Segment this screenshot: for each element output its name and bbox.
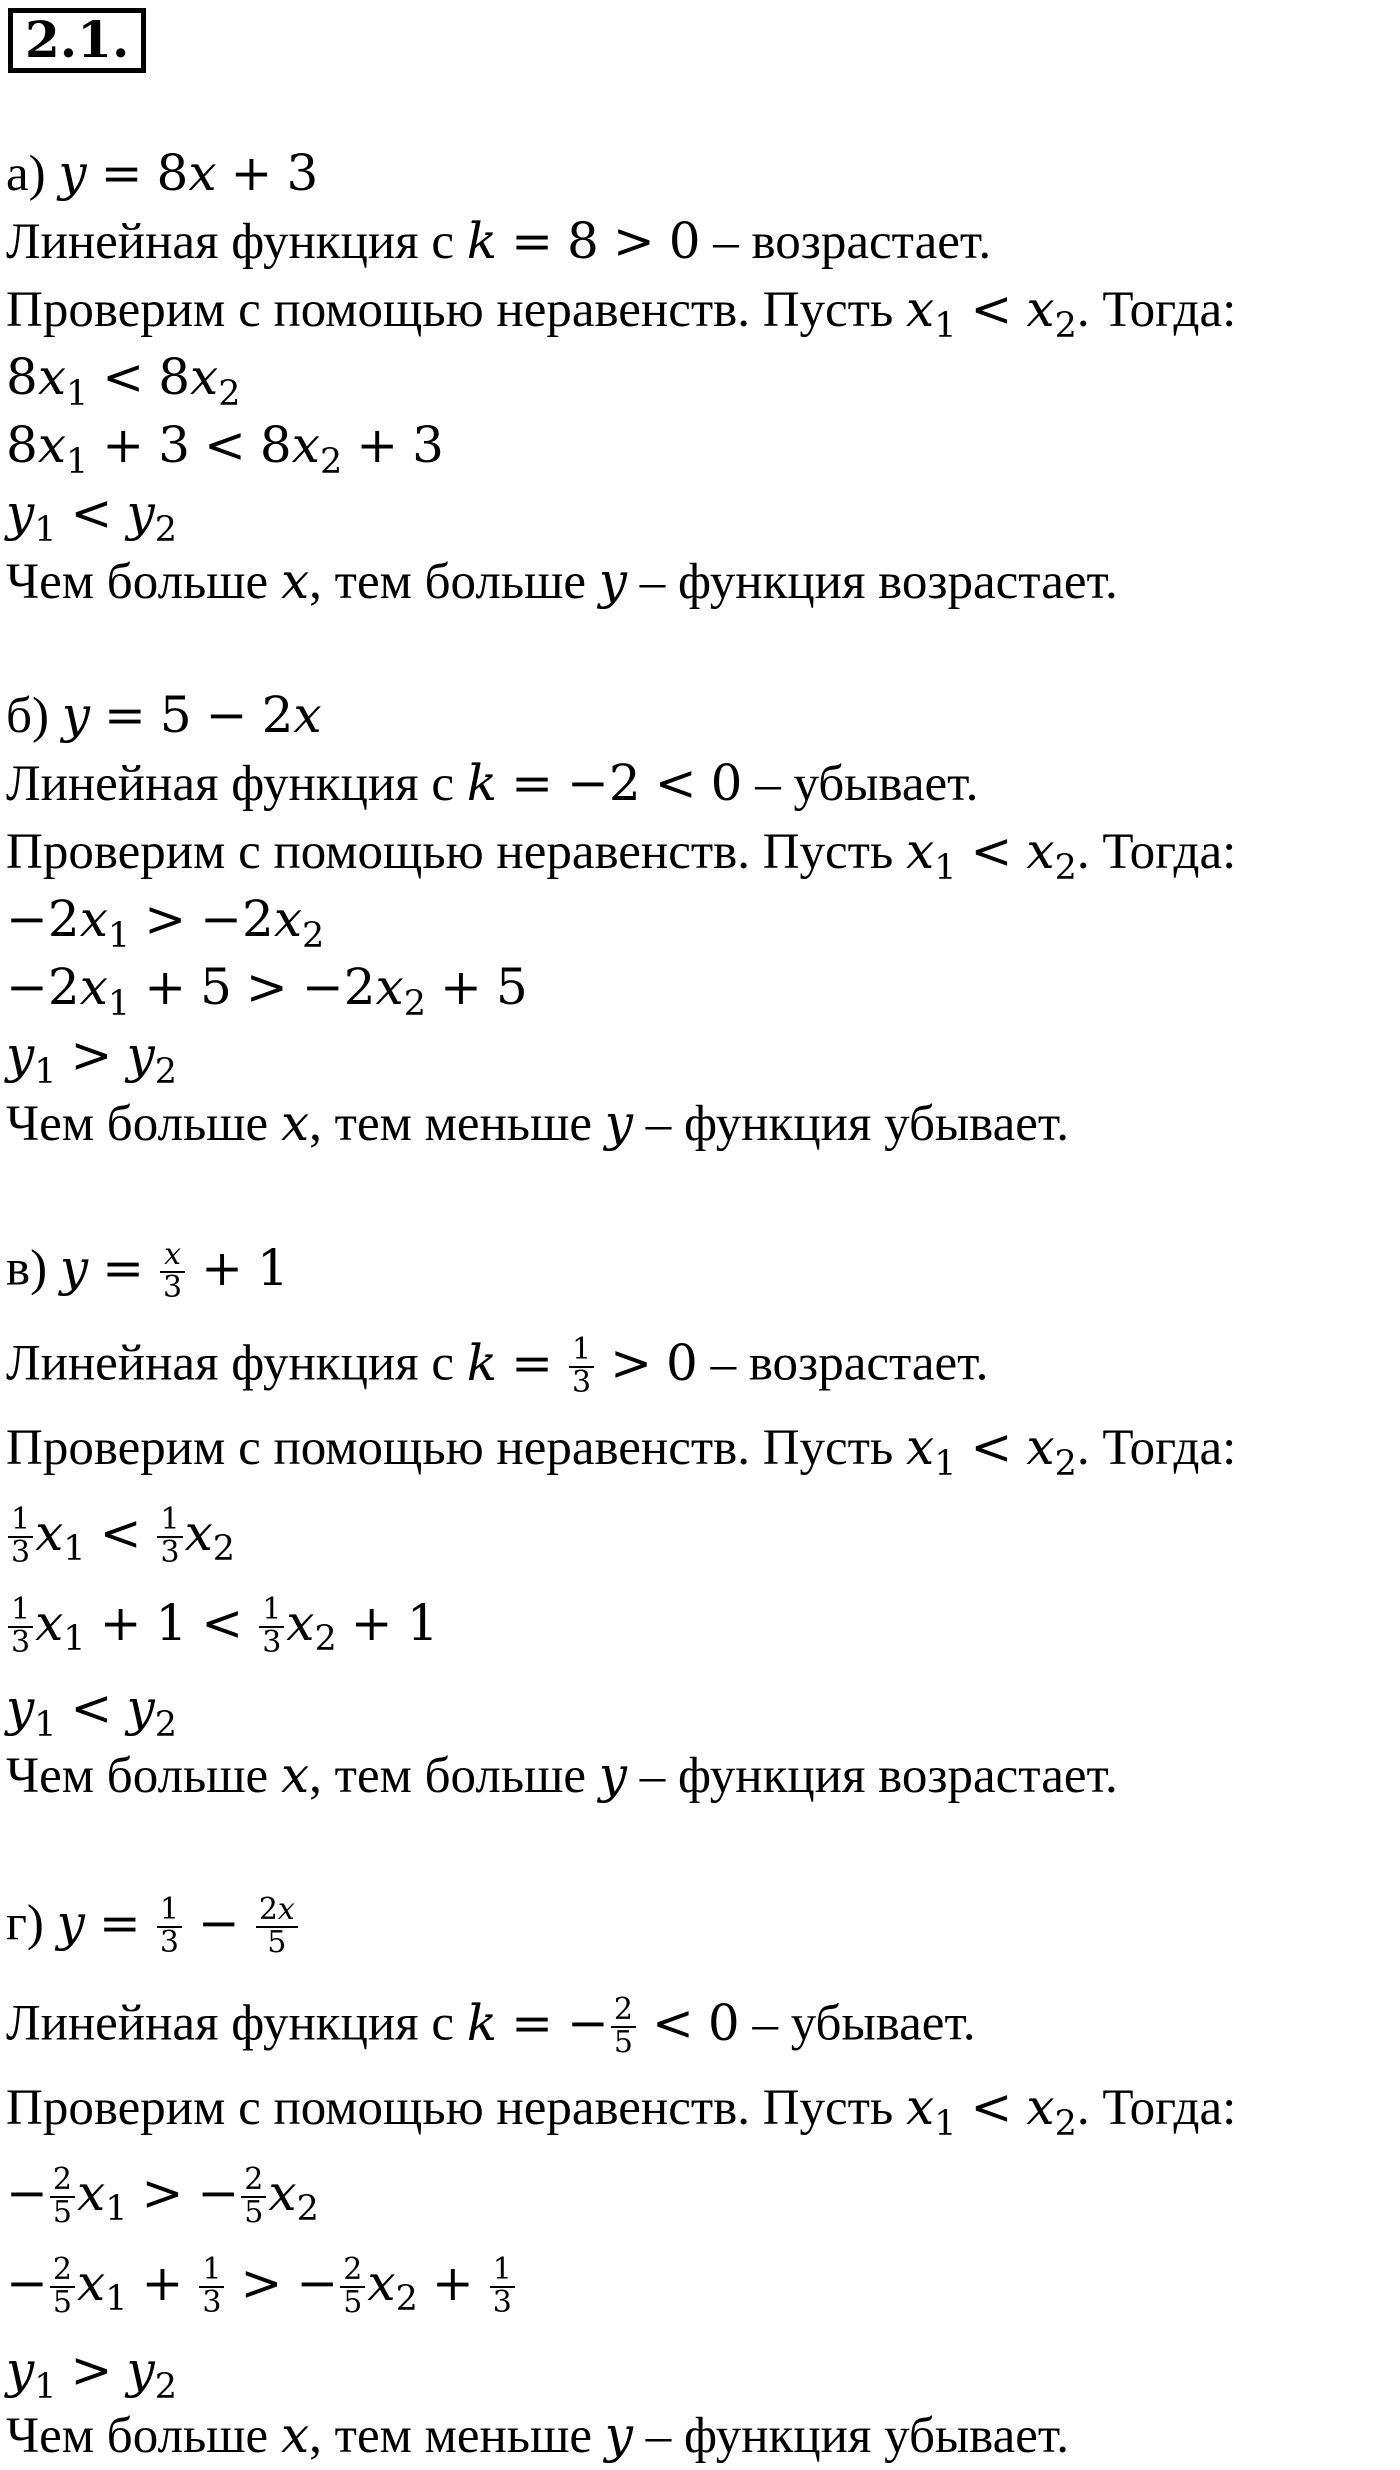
task-number: 2.1. <box>8 8 146 73</box>
comma-then-text: , тем <box>309 1096 412 1152</box>
bigger-text: больше <box>424 554 587 610</box>
check-text: Проверим с помощью неравенств. Пусть <box>6 2080 894 2136</box>
more-x-text: Чем больше <box>6 1096 269 1152</box>
increases-text: возрастает. <box>748 1335 989 1392</box>
part-v-slope: Линейная функция с k = $\frac{1}{3}$ > 0 – возрастает. <box>6 1332 989 1400</box>
part-g-label: г) <box>6 1895 44 1952</box>
part-g-step1: − $\frac{2}{5}$ $x_1$ > − $\frac{2}{5}$ $x_2$ <box>6 2162 319 2230</box>
part-g-slope: Линейная функция с k = − $\frac{2}{5}$ < 0 – убывает. <box>6 1992 976 2060</box>
part-a-equation: а) y = 8x + 3 <box>6 144 319 202</box>
check-text: Проверим с помощью неравенств. Пусть <box>6 1420 894 1476</box>
part-a-conclusion: Чем больше x, тем больше y – функция возрастает. <box>6 552 1118 610</box>
part-b-step1: $-2x_1 > -2x_2$ <box>6 890 325 956</box>
then-text: . Тогда: <box>1076 2080 1237 2136</box>
part-a-step3: $y_1 < y_2$ <box>6 484 177 550</box>
part-v-step2: $\frac{1}{3}$ $x_1 + 1$ < $\frac{1}{3}$ $x_2 + 1$ <box>6 1595 439 1658</box>
part-b-step2: $-2x_1 + 5 > -2x_2 + 5$ <box>6 958 528 1024</box>
part-b-slope: Линейная функция с k = −2 < 0 – убывает. <box>6 754 979 812</box>
linear-with-text: Линейная функция с <box>6 1995 455 2052</box>
then-text: . Тогда: <box>1076 1420 1237 1476</box>
part-a-step1: $8x_1 < 8x_2$ <box>6 348 241 414</box>
more-x-text: Чем больше <box>6 2408 269 2464</box>
part-g-step2: − $\frac{2}{5}$ $x_1$ + $\frac{1}{3}$ > − $\frac{2}{5}$ $x_2$ + $\frac{1}{3}$ <box>6 2255 517 2318</box>
part-v-check: Проверим с помощью неравенств. Пусть $x_1 < x_2$. Тогда: <box>6 1418 1237 1484</box>
more-x-text: Чем больше <box>6 554 269 610</box>
part-b-step3: $y_1 > y_2$ <box>6 1026 177 1092</box>
decreases-text: убывает. <box>793 756 979 812</box>
bigger-text: больше <box>424 1748 587 1804</box>
part-b-label: б) <box>6 688 49 744</box>
func-decreases-text: функция убывает. <box>683 1096 1070 1152</box>
more-x-text: Чем больше <box>6 1748 269 1804</box>
part-b-equation: б) y = 5 − 2x <box>6 686 322 744</box>
increases-text: возрастает. <box>751 214 992 270</box>
part-a-label: а) <box>6 146 46 202</box>
part-v-conclusion: Чем больше x, тем больше y – функция возрастает. <box>6 1746 1118 1804</box>
part-g-step3: $y_1 > y_2$ <box>6 2341 177 2407</box>
func-increases-text: функция возрастает. <box>678 1748 1118 1804</box>
linear-with-text: Линейная функция с <box>6 756 455 812</box>
smaller-text: меньше <box>424 1096 592 1152</box>
func-increases-text: функция возрастает. <box>678 554 1118 610</box>
part-a-slope: Линейная функция с k = 8 > 0 – возрастает. <box>6 212 992 270</box>
comma-then-text: , тем <box>309 1748 412 1804</box>
part-v-equation: в) y = $\frac{x}{3}$ + 1 <box>6 1237 289 1305</box>
smaller-text: меньше <box>424 2408 592 2464</box>
decreases-text: убывает. <box>790 1995 976 2052</box>
part-g-equation: г) y = $\frac{1}{3}$ − $\frac{2x}{5}$ <box>6 1895 300 1958</box>
part-b-check: Проверим с помощью неравенств. Пусть $x_1 < x_2$. Тогда: <box>6 822 1237 888</box>
part-a-step2: $8x_1 + 3 < 8x_2 + 3$ <box>6 416 444 482</box>
linear-with-text: Линейная функция с <box>6 214 455 270</box>
comma-then-text: , тем <box>309 554 412 610</box>
part-v-step3: $y_1 < y_2$ <box>6 1679 177 1745</box>
part-v-step1: $\frac{1}{3}$ $x_1$ < $\frac{1}{3}$ $x_2$ <box>6 1505 235 1568</box>
then-text: . Тогда: <box>1076 282 1237 338</box>
linear-with-text: Линейная функция с <box>6 1335 455 1392</box>
then-text: . Тогда: <box>1076 824 1237 880</box>
part-g-conclusion: Чем больше x, тем меньше y – функция убывает. <box>6 2406 1070 2464</box>
part-g-check: Проверим с помощью неравенств. Пусть $x_1 < x_2$. Тогда: <box>6 2078 1237 2144</box>
check-text: Проверим с помощью неравенств. Пусть <box>6 824 894 880</box>
comma-then-text: , тем <box>309 2408 412 2464</box>
check-text: Проверим с помощью неравенств. Пусть <box>6 282 894 338</box>
part-b-conclusion: Чем больше x, тем меньше y – функция убывает. <box>6 1094 1070 1152</box>
func-decreases-text: функция убывает. <box>683 2408 1070 2464</box>
part-v-label: в) <box>6 1240 48 1297</box>
part-a-check: Проверим с помощью неравенств. Пусть $x_1 < x_2$. Тогда: <box>6 280 1237 346</box>
